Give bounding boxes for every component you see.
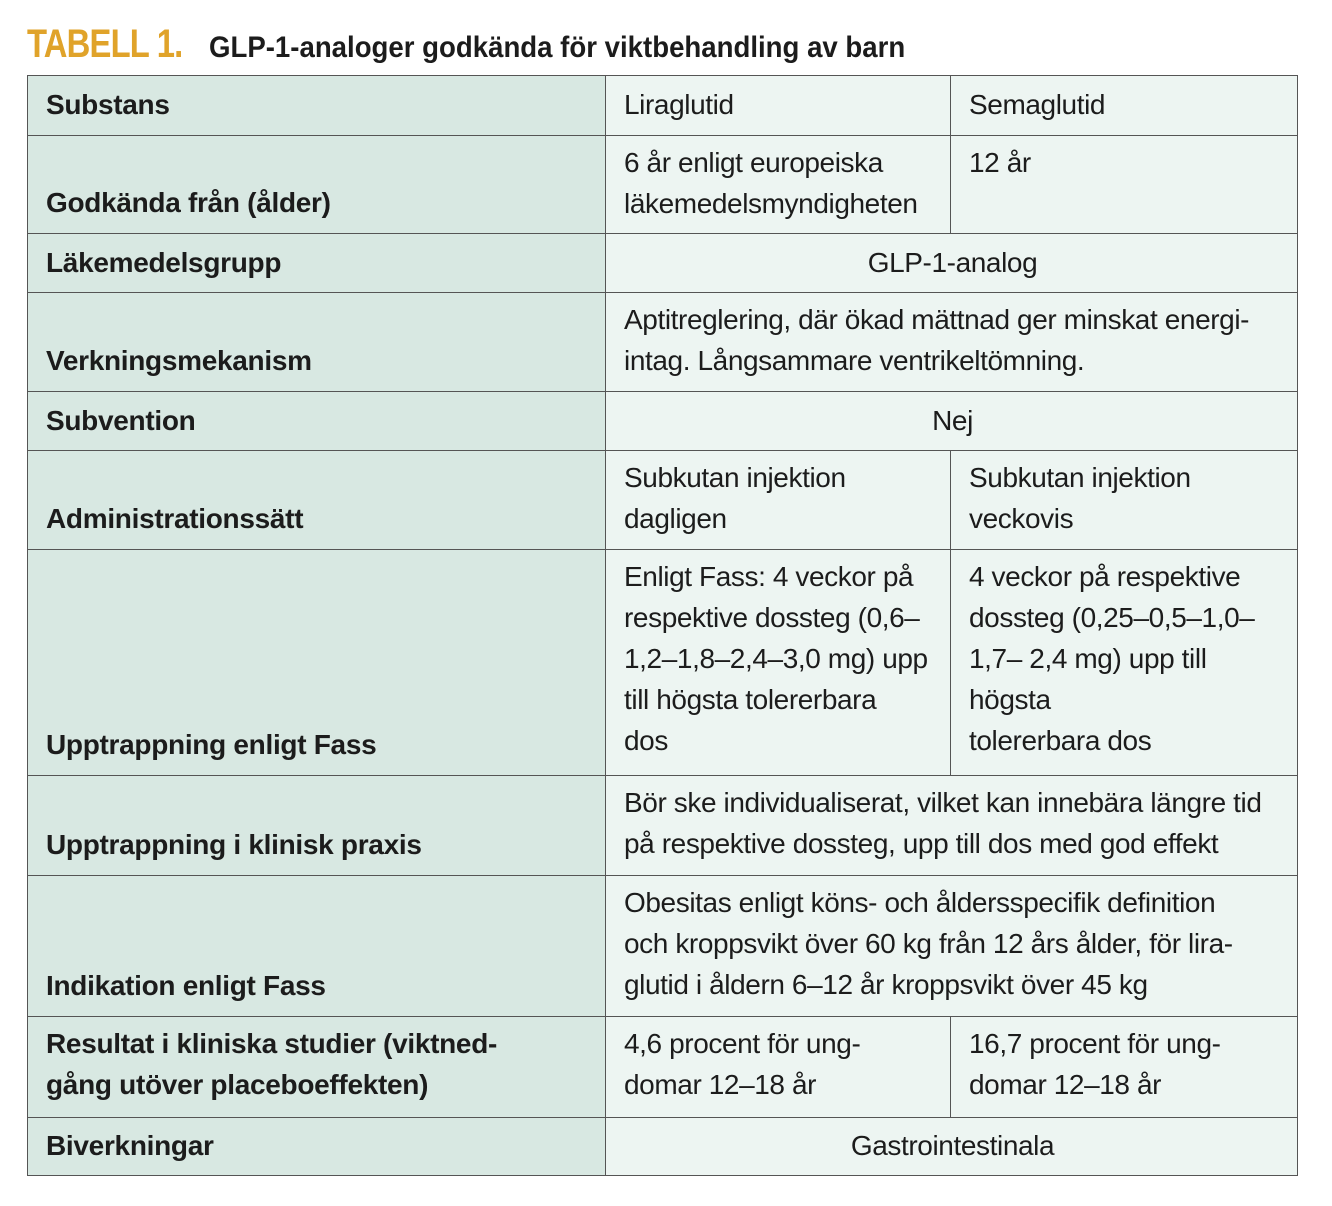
row-label-lakemedelsgrupp: Läkemedelsgrupp bbox=[28, 234, 606, 293]
cell-line: dagligen bbox=[624, 503, 727, 534]
cell-line: och kroppsvikt över 60 kg från 12 års ålder, för lira- bbox=[624, 928, 1233, 959]
cell-upptrappning-liraglutid bbox=[606, 550, 951, 776]
table-row bbox=[28, 234, 1298, 293]
row-label-godkanda: Godkända från (ålder) bbox=[28, 136, 606, 234]
cell-line: 16,7 procent för ung- bbox=[969, 1028, 1221, 1059]
table-title: GLP-1-analoger godkända för viktbehandling av barn bbox=[208, 31, 905, 64]
table-row bbox=[28, 451, 1298, 550]
cell-line: tolererbara dos bbox=[969, 725, 1152, 756]
header-liraglutid: Liraglutid bbox=[606, 76, 951, 136]
cell-line: 4 veckor på respektive bbox=[969, 561, 1241, 592]
table-row bbox=[28, 550, 1298, 776]
table-row bbox=[28, 1118, 1298, 1176]
cell-line: Obesitas enligt köns- och åldersspecifik definition bbox=[624, 887, 1216, 918]
cell-resultat-semaglutid bbox=[951, 1017, 1298, 1118]
cell-line: domar 12–18 år bbox=[624, 1069, 817, 1100]
table-row bbox=[28, 776, 1298, 876]
cell-lakemedelsgrupp: GLP-1-analog bbox=[606, 234, 1298, 293]
cell-line: intag. Långsammare ventrikeltömning. bbox=[624, 345, 1085, 376]
cell-biverkningar: Gastrointestinala bbox=[606, 1118, 1298, 1176]
cell-upptrappning-praxis bbox=[606, 776, 1298, 876]
table-row-header bbox=[28, 76, 1298, 136]
cell-godkanda-semaglutid bbox=[951, 136, 1298, 234]
cell-administration-liraglutid bbox=[606, 451, 951, 550]
cell-line: Enligt Fass: 4 veckor på bbox=[624, 561, 914, 592]
table-row bbox=[28, 1017, 1298, 1118]
cell-verkningsmekanism bbox=[606, 293, 1298, 392]
table-caption bbox=[27, 22, 965, 72]
cell-line: 4,6 procent för ung- bbox=[624, 1028, 861, 1059]
cell-administration-semaglutid bbox=[951, 451, 1298, 550]
cell-line: 6 år enligt europeiska bbox=[624, 147, 883, 178]
cell-godkanda-liraglutid bbox=[606, 136, 951, 234]
table-row bbox=[28, 136, 1298, 234]
table-row bbox=[28, 876, 1298, 1017]
header-semaglutid: Semaglutid bbox=[951, 76, 1298, 136]
row-label-resultat bbox=[28, 1017, 606, 1118]
cell-line: veckovis bbox=[969, 503, 1074, 534]
cell-line: 1,2–1,8–2,4–3,0 mg) upp bbox=[624, 643, 928, 674]
cell-subvention: Nej bbox=[606, 392, 1298, 451]
cell-indikation bbox=[606, 876, 1298, 1017]
row-label-verkningsmekanism: Verkningsmekanism bbox=[28, 293, 606, 392]
cell-line: dos bbox=[624, 725, 668, 756]
row-label-administrationssatt: Administrationssätt bbox=[28, 451, 606, 550]
cell-line: glutid i åldern 6–12 år kroppsvikt över 45 kg bbox=[624, 969, 1148, 1000]
header-label-substans: Substans bbox=[28, 76, 606, 136]
label-line: Resultat i kliniska studier (viktned- bbox=[46, 1028, 498, 1059]
cell-line: respektive dossteg (0,6– bbox=[624, 602, 920, 633]
cell-line: domar 12–18 år bbox=[969, 1069, 1162, 1100]
table-row bbox=[28, 392, 1298, 451]
row-label-biverkningar: Biverkningar bbox=[28, 1118, 606, 1176]
cell-line: dossteg (0,25–0,5–1,0– bbox=[969, 602, 1255, 633]
cell-line: Subkutan injektion bbox=[624, 462, 846, 493]
glp1-table bbox=[27, 75, 1298, 1176]
cell-line: 1,7– 2,4 mg) upp till högsta bbox=[969, 643, 1207, 715]
cell-line: Subkutan injektion bbox=[969, 462, 1191, 493]
row-label-subvention: Subvention bbox=[28, 392, 606, 451]
cell-line: läkemedelsmyndigheten bbox=[624, 188, 918, 219]
cell-line: Bör ske individualiserat, vilket kan innebära längre tid bbox=[624, 787, 1262, 818]
cell-upptrappning-semaglutid bbox=[951, 550, 1298, 776]
cell-resultat-liraglutid bbox=[606, 1017, 951, 1118]
cell-line: 12 år bbox=[969, 147, 1031, 178]
cell-line: Aptitreglering, där ökad mättnad ger minskat energi- bbox=[624, 304, 1250, 335]
cell-line: på respektive dossteg, upp till dos med god effekt bbox=[624, 828, 1219, 859]
row-label-upptrappning-praxis: Upptrappning i klinisk praxis bbox=[28, 776, 606, 876]
table-row bbox=[28, 293, 1298, 392]
row-label-indikation: Indikation enligt Fass bbox=[28, 876, 606, 1017]
cell-line: till högsta tolererbara bbox=[624, 684, 877, 715]
table-number: TABELL 1. bbox=[27, 22, 183, 66]
row-label-upptrappning-fass: Upptrappning enligt Fass bbox=[28, 550, 606, 776]
label-line: gång utöver placeboeffekten) bbox=[46, 1069, 429, 1100]
